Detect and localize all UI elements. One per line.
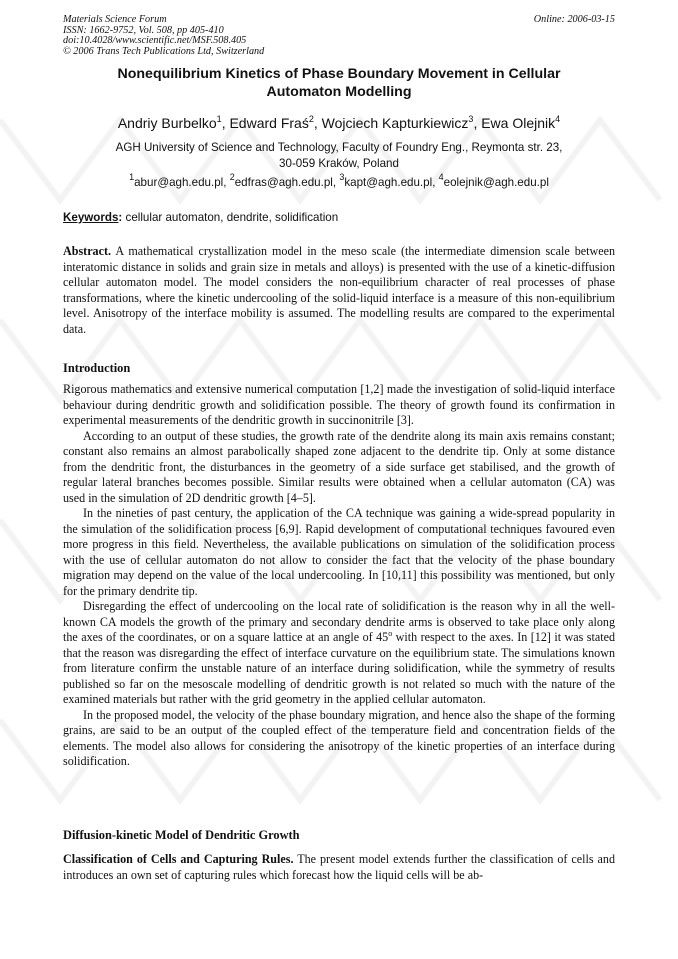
paragraph: In the nineties of past century, the application of the CA technique was gaining a wide-spread popularity in the simulation of the solidification process [6,9]. Rapid development of computational techniques favoured even more progress in this field. Nevertheless, the available publications on simulation of the solidification process with the use of cellular automaton do not allow to consider the fact that the velocity of the phase boundary migration may depend on the value of the local undercooling. In [10,11] this possibility was mentioned, but only for the primary dendrite tip. — [63, 506, 615, 598]
journal-doi: doi:10.4028/www.scientific.net/MSF.508.405 — [63, 35, 247, 47]
keywords-text: cellular automaton, dendrite, solidification — [122, 211, 339, 224]
author: Edward Fraś$^2$, — [229, 114, 322, 131]
subsection-label: Classification of Cells and Capturing Rules. — [63, 852, 294, 866]
introduction-heading: Introduction — [63, 361, 131, 375]
journal-issn: ISSN: 1662-9752, Vol. 508, pp 405-410 — [63, 24, 224, 36]
online-date: Online: 2006-03-15 — [533, 14, 615, 25]
journal-header — [63, 15, 615, 57]
author-list — [63, 114, 615, 132]
email-link[interactable]: $^4$eolejnik@agh.edu.pl — [438, 172, 549, 189]
journal-copyright: © 2006 Trans Tech Publications Ltd, Switzerland — [63, 45, 265, 57]
affiliation-line-1: AGH University of Science and Technology, Faculty of Foundry Eng., Reymonta str. 23, — [115, 141, 563, 154]
author: Wojciech Kapturkiewicz$^3$, — [321, 114, 482, 131]
affiliation — [63, 140, 615, 172]
journal-name: Materials Science Forum — [63, 14, 167, 25]
paper-title — [63, 65, 615, 101]
email-link[interactable]: $^3$kapt@agh.edu.pl — [339, 172, 433, 189]
paragraph: In the proposed model, the velocity of the phase boundary migration, and hence also the shape of the forming grains, are said to be an output of the coupled effect of the temperature field and concentration fields of the elements. The model also allows for considering the anisotropy of the kinetic properties of an interface during solidification. — [63, 707, 615, 768]
keywords: Keywords: cellular automaton, dendrite, solidification — [63, 211, 339, 224]
subsection-text: The present model extends further the classification of cells and introduces an own set of capturing rules which forecast how the liquid cells will be ab- — [63, 852, 615, 882]
abstract-text: A mathematical crystallization model in the meso scale (the intermediate dimension scale between interatomic distance in solids and grain size in metals and alloys) is presented with the use of a kinetic-diffusion cellular automaton model. The model considers the non-equilibrium character of real processes of phase transformations, where the kinetic undercooling of the solid-liquid interface is a measure of this non-equilibrium level. Anisotropy of the interface mobility is assumed. The modelling results are compared to the experimental data. — [63, 244, 615, 336]
author: Ewa Olejnik$^4$ — [481, 114, 561, 131]
email-list: $^1$abur@agh.edu.pl, $^2$edfras@agh.edu.pl, $^3$kapt@agh.edu.pl, $^4$eolejnik@agh.edu.pl — [129, 172, 549, 189]
title-line-1: Nonequilibrium Kinetics of Phase Boundary Movement in Cellular — [117, 66, 561, 82]
paragraph: According to an output of these studies, the growth rate of the dendrite along its main axis remains constant; constant also remains an almost parabolically shaped zone adjacent to the dendrite tip. Only at some distance from the dendritic front, the disturbances in the geometry of a side surface get stabilised, and the growth of regular lateral branches becomes possible. Similar results were obtained when a cellular automaton (CA) was used in the simulation of 2D dendritic growth [4–5]. — [63, 428, 615, 505]
paragraph: Disregarding the effect of undercooling on the local rate of solidification is the reason why in all the well-known CA models the growth of the primary and secondary dendrite arms is observed to take place only along the axes of the coordinates, or on a square lattice at an angle of 45$^o$ with respect to the axes. In [12] it was stated that the reason was disregarding the effect of interface curvature on the equilibrium state. The simulations known from literature confirm the unstable nature of an interface during solidification, while the symmetry of results published so far on the mesoscale modelling of dendritic growth is not related so much with the nature of the examined materials but rather with the grid geometry in the applied cellular automaton. — [63, 599, 615, 706]
section-heading: Diffusion-kinetic Model of Dendritic Growth — [63, 828, 300, 842]
abstract-label: Abstract. — [63, 244, 112, 258]
email-link[interactable]: $^1$abur@agh.edu.pl — [129, 172, 224, 189]
author: Andriy Burbelko$^1$, — [117, 114, 230, 131]
paragraph: Rigorous mathematics and extensive numerical computation [1,2] made the investigation of solid-liquid interface behaviour during dendritic growth and solidification possible. The theory of growth found its confirmation in experimental measurements of the dendritic growth in succinonitrile [3]. — [63, 382, 615, 427]
title-line-2: Automaton Modelling — [266, 84, 412, 100]
abstract — [63, 244, 615, 337]
section-body — [63, 852, 615, 883]
keywords-label: Keywords — [63, 211, 119, 224]
introduction-body — [63, 382, 615, 770]
affiliation-line-2: 30-059 Kraków, Poland — [279, 157, 399, 170]
email-link[interactable]: $^2$edfras@agh.edu.pl — [229, 172, 333, 189]
